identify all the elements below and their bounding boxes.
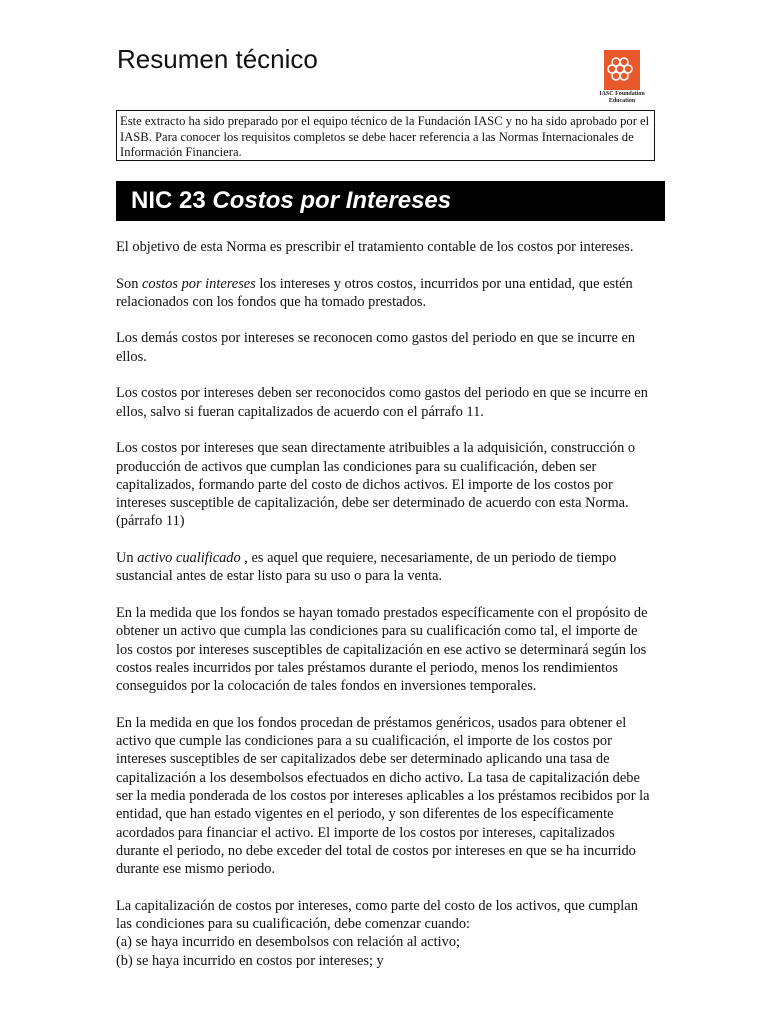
p6-post: , es aquel que requiere, necesariamente, de un periodo de tiempo sustancial antes de estar listo para su uso o para la venta. [116,550,617,585]
logo-caption [593,91,651,105]
paragraph-definition-qualifying-asset [116,549,656,586]
paragraph-commencement: La capitalización de costos por intereses, como parte del costo de los activos, que cumplan las condiciones para su cualificación, debe comenzar cuando: [116,897,638,932]
defined-term-borrowing-costs: costos por intereses [142,275,256,292]
paragraph-recognition: Los costos por intereses deben ser reconocidos como gastos del periodo en que se incurre en ellos, salvo si fueran capitalizados de acuerdo con el párrafo 11. [116,385,648,420]
p2-pre: Son [116,275,142,292]
paragraph-other-costs: Los demás costos por intereses se reconocen como gastos del periodo en que se incurre en ellos. [116,330,636,365]
standard-title: Costos por Intereses [212,187,452,214]
iasc-foundation-logo [599,50,647,110]
logo-emblem-icon [604,50,640,90]
p6-pre: Un [116,550,138,567]
list-item-b: (b) se haya incurrido en costos por intereses; y [116,952,384,969]
logo-line-2: Education [608,98,636,104]
list-item-a: (a) se haya incurrido en desembolsos con relación al activo; [116,934,461,951]
defined-term-qualifying-asset: activo cualificado [137,550,241,567]
page-title: Resumen técnico [117,44,318,74]
paragraph-general-borrowings: En la medida en que los fondos procedan de préstamos genéricos, usados para obtener el activo que cumple las condiciones para a su cualificación, el importe de los costos por intereses susceptibles de ser capitalizados debe ser determinado aplicando una tasa de capitalización a los desembolsos efectuados en dicho activo. La tasa de capitalización debe ser la media ponderada de los costos por intereses aplicables a los préstamos recibidos por la entidad, que han estado vigentes en el periodo, y son diferentes de los específicamente acordados para financiar el activo. El importe de los costos por intereses, capitalizados durante el periodo, no debe exceder del total de costos por intereses en que se ha incurrido durante ese mismo periodo. [116,714,650,878]
disclaimer-box: Este extracto ha sido preparado por el equipo técnico de la Fundación IASC y no ha sido aprobado por el IASB. Para conocer los requisitos completos se debe hacer referencia a las Normas Internacionales de Información Financiera. [116,110,655,161]
paragraph-objective: El objetivo de esta Norma es prescribir el tratamiento contable de los costos por intereses. [116,239,634,255]
standard-title-banner [116,181,665,221]
paragraph-specific-borrowings: En la medida que los fondos se hayan tomado prestados específicamente con el propósito de obtener un activo que cumpla las condiciones para su cualificación como tal, el importe de los costos por intereses susceptibles de capitalización en ese activo se determinará según los costos reales incurridos por tales préstamos durante el periodo, menos los rendimientos conseguidos por la colocación de tales fondos en inversiones temporales. [116,604,648,695]
paragraph-capitalization: Los costos por intereses que sean directamente atribuibles a la adquisición, construcción o producción de activos que cumplan las condiciones para su cualificación, deben ser capitalizados, formando parte del costo de dichos activos. El importe de los costos por intereses susceptible de capitalización, debe ser determinado de acuerdo con esta Norma. (párrafo 11) [116,440,636,530]
document-body [116,238,656,970]
logo-line-1: IASC Foundation [599,91,645,97]
p2-post: los intereses y otros costos, incurridos por una entidad, que estén relacionados con los fondos que ha tomado prestados. [116,275,633,310]
standard-code: NIC 23 [131,187,206,214]
paragraph-definition-borrowing-costs [116,275,656,312]
